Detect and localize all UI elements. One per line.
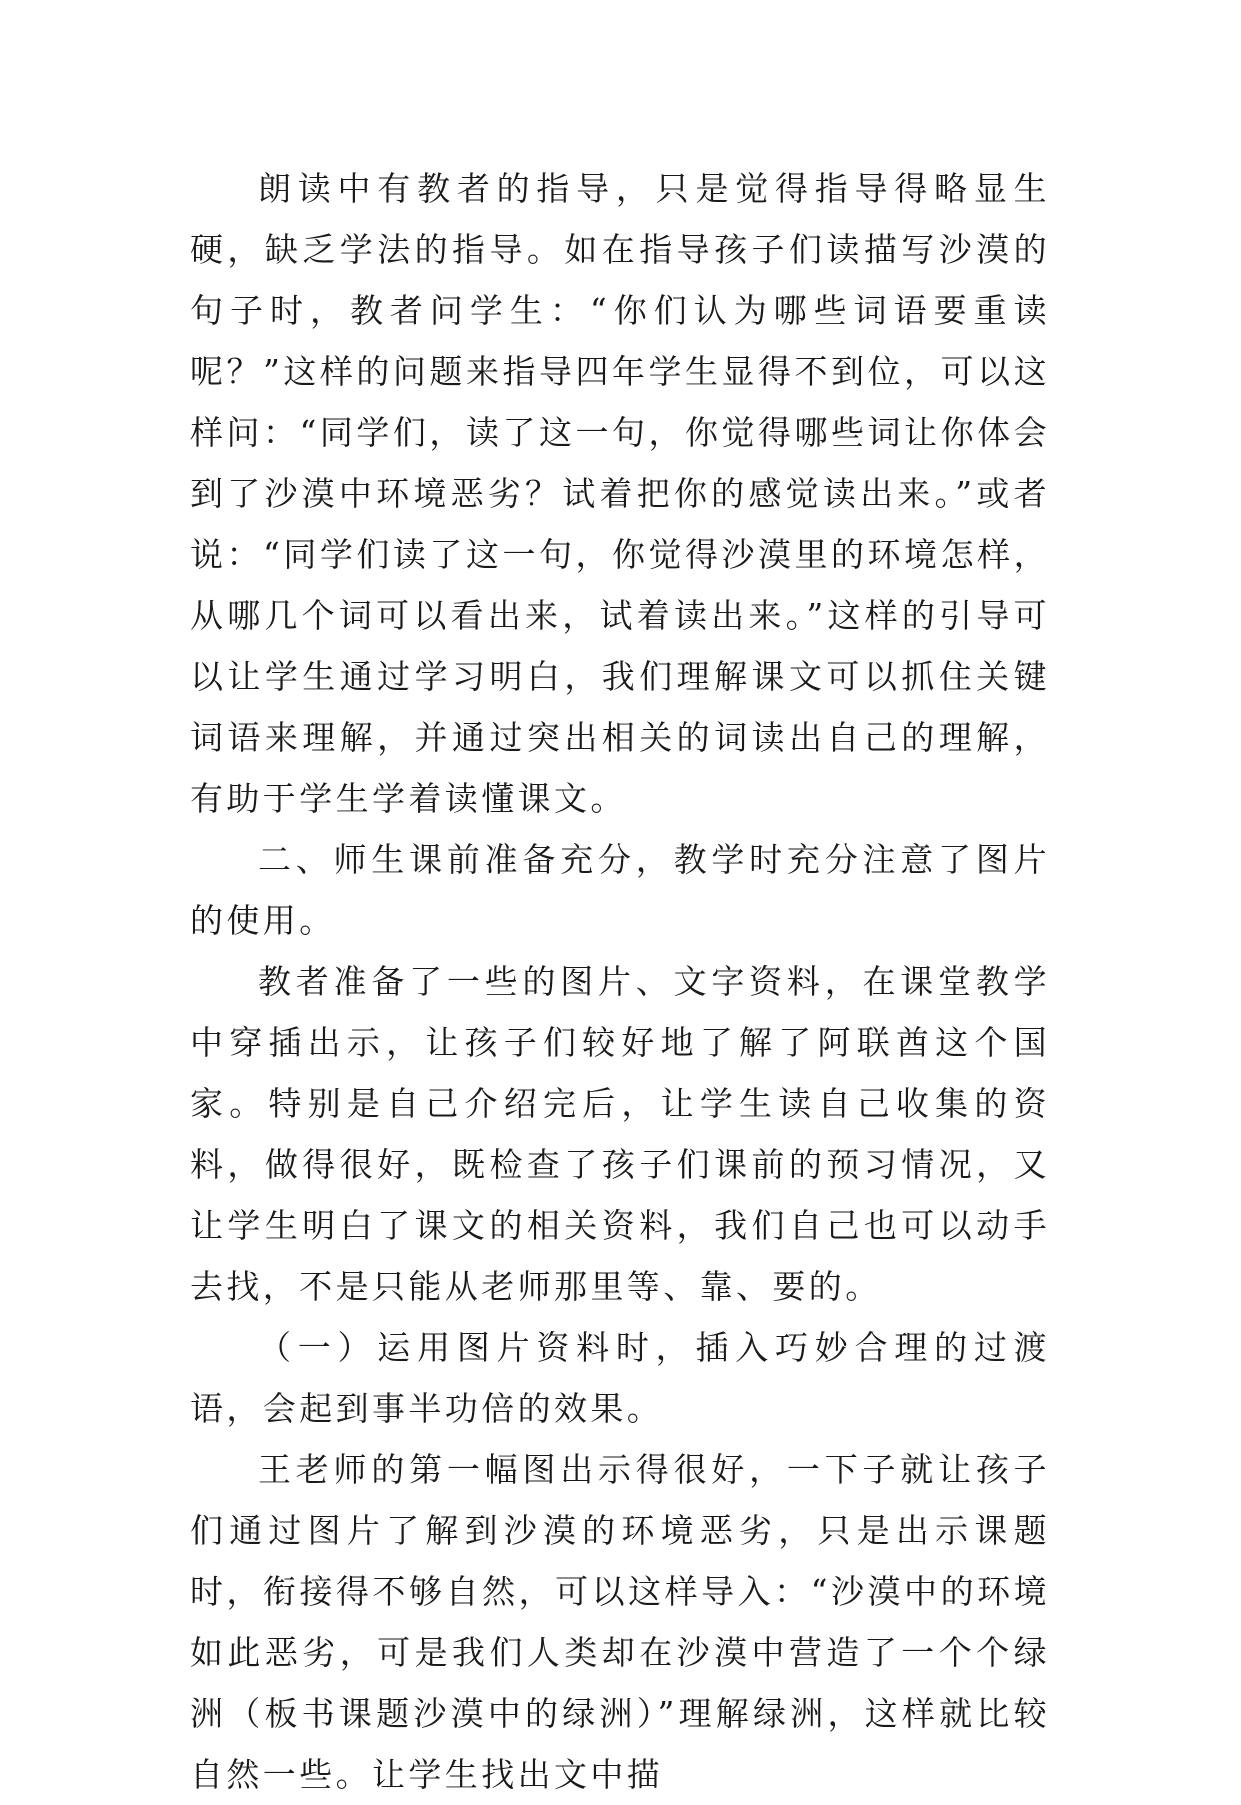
paragraph-reading-guidance: 朗读中有教者的指导，只是觉得指导得略显生硬，缺乏学法的指导。如在指导孩子们读描写沙漠的句子时，教者问学生：“你们认为哪些词语要重读呢？”这样的问题来指导四年学生显得不到位，可以这样问：“同学们，读了这一句，你觉得哪些词让你体会到了沙漠中环境恶劣？试着把你的感觉读出来。”或者说：“同学们读了这一句，你觉得沙漠里的环境怎样，从哪几个词可以看出来，试着读出来。”这样的引导可以让学生通过学习明白，我们理解课文可以抓住关键词语来理解，并通过突出相关的词读出自己的理解，有助于学生学着读懂课文。 <box>190 169 1050 818</box>
document-body <box>190 158 1050 1805</box>
paragraph-first-image: 王老师的第一幅图出示得很好，一下子就让孩子们通过图片了解到沙漠的环境恶劣，只是出示课题时，衔接得不够自然，可以这样导入：“沙漠中的环境如此恶劣，可是我们人类却在沙漠中营造了一个个绿洲（板书课题沙漠中的绿洲）”理解绿洲，这样就比较自然一些。让学生找出文中描 <box>190 1450 1050 1794</box>
subsection-heading-one: （一）运用图片资料时，插入巧妙合理的过渡语，会起到事半功倍的效果。 <box>190 1328 1050 1428</box>
section-heading-two: 二、师生课前准备充分，教学时充分注意了图片的使用。 <box>190 840 1050 940</box>
paragraph-materials: 教者准备了一些的图片、文字资料，在课堂教学中穿插出示，让孩子们较好地了解了阿联酋这个国家。特别是自己介绍完后，让学生读自己收集的资料，做得很好，既检查了孩子们课前的预习情况，又让学生明白了课文的相关资料，我们自己也可以动手去找，不是只能从老师那里等、靠、要的。 <box>190 962 1050 1306</box>
